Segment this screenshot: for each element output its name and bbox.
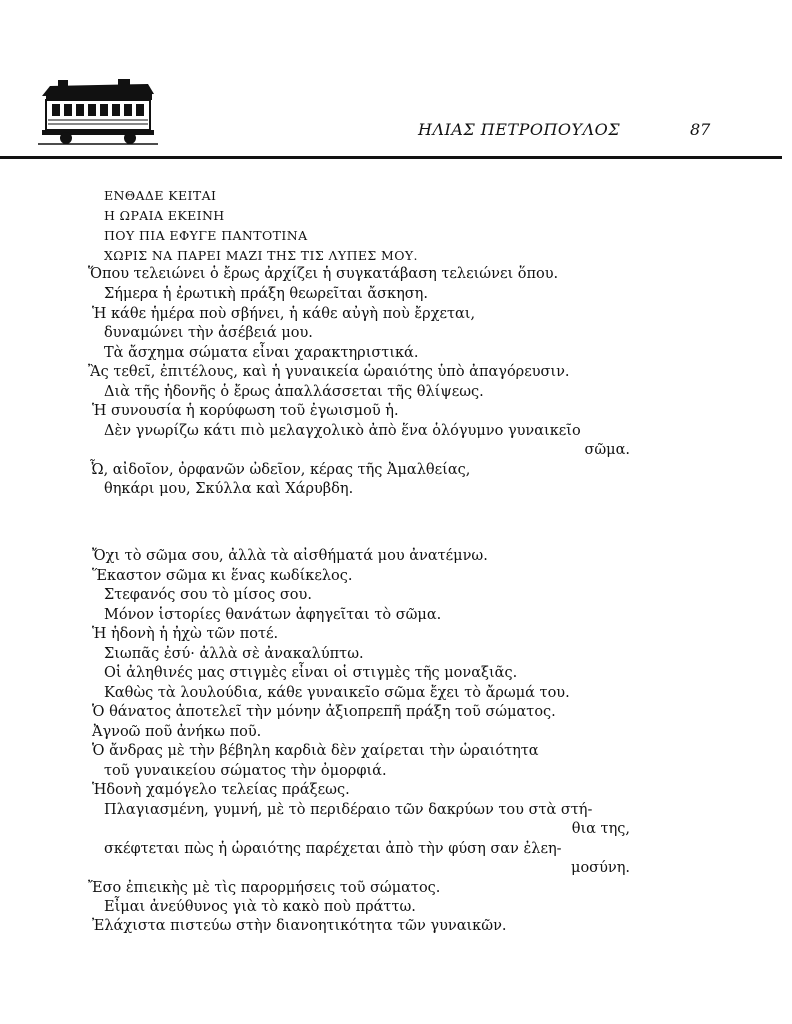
verse-line: Ἂς τεθεῖ, ἐπιτέλους, καὶ ἡ γυναικεία ὡραιότης ὑπὸ ἀπαγόρευσιν.: [88, 364, 570, 380]
verse-line: Ἡ συνουσία ἡ κορύφωση τοῦ ἐγωισμοῦ ἡ.: [92, 403, 399, 419]
epitaph-line: Η ΩΡΑΙΑ ΕΚΕΙΝΗ: [104, 208, 225, 223]
verse-line: Διὰ τῆς ἡδονῆς ὁ ἔρως ἀπαλλάσσεται τῆς θλίψεως.: [104, 384, 484, 400]
verse-line: Δὲν γνωρίζω κάτι πιὸ μελαγχολικὸ ἀπὸ ἕνα ὁλόγυμνο γυναικεῖο: [104, 423, 581, 439]
epitaph-line: ΠΟΥ ΠΙΑ ΕΦΥΓΕ ΠΑΝΤΟΤΙΝΑ: [104, 228, 308, 243]
verse-line: Μόνον ἱστορίες θανάτων ἀφηγεῖται τὸ σῶμα.: [104, 607, 442, 623]
epitaph-line: ΕΝΘΑΔΕ ΚΕΙΤΑΙ: [104, 188, 217, 203]
verse-line: Καθὼς τὰ λουλούδια, κάθε γυναικεῖο σῶμα ἔχει τὸ ἄρωμά του.: [104, 685, 570, 701]
epitaph-line: ΧΩΡΙΣ ΝΑ ΠΑΡΕΙ ΜΑΖΙ ΤΗΣ ΤΙΣ ΛΥΠΕΣ ΜΟΥ.: [104, 248, 418, 263]
verse-line-continuation: μοσύνη.: [571, 860, 630, 876]
verse-line: Τὰ ἄσχημα σώματα εἶναι χαρακτηριστικά.: [104, 345, 419, 361]
verse-line: Ὁ ἄνδρας μὲ τὴν βέβηλη καρδιὰ δὲν χαίρεται τὴν ὡραιότητα: [92, 743, 539, 759]
verse-line: Οἱ ἀληθινές μας στιγμὲς εἶναι οἱ στιγμὲς τῆς μοναξιᾶς.: [104, 665, 518, 681]
verse-line: Ἡδονὴ χαμόγελο τελείας πράξεως.: [92, 782, 350, 798]
verse-line: Ἕκαστον σῶμα κι ἕνας κωδίκελος.: [92, 568, 353, 584]
verse-line-continuation: σῶμα.: [584, 442, 630, 458]
verse-line: Ὦ, αἰδοῖον, ὀρφανῶν ὠδεῖον, κέρας τῆς Ἀμαλθείας,: [90, 462, 471, 478]
verse-line: Ἀγνοῶ ποῦ ἀνήκω ποῦ.: [92, 724, 262, 740]
running-head: ΗΛΙΑΣ ΠΕΤΡΟΠΟΥΛΟΣ: [418, 120, 621, 139]
verse-line: Ἔσο ἐπιεικὴς μὲ τὶς παρορμήσεις τοῦ σώματος.: [88, 880, 441, 896]
verse-line-continuation: θια της,: [571, 821, 630, 837]
verse-line: Εἶμαι ἀνεύθυνος γιὰ τὸ κακὸ ποὺ πράττω.: [104, 899, 416, 915]
verse-line: δυναμώνει τὴν ἀσέβειά μου.: [104, 325, 313, 341]
verse-line: Ἐλάχιστα πιστεύω στὴν διανοητικότητα τῶν γυναικῶν.: [92, 918, 507, 934]
verse-line: θηκάρι μου, Σκύλλα καὶ Χάρυβδη.: [104, 481, 354, 497]
verse-line: τοῦ γυναικείου σώματος τὴν ὀμορφιά.: [104, 763, 387, 779]
verse-line: Ἡ ἡδονὴ ἡ ἠχὼ τῶν ποτέ.: [92, 626, 279, 642]
verse-line: Σιωπᾶς ἐσύ· ἀλλὰ σὲ ἀνακαλύπτω.: [104, 646, 364, 662]
verse-line: Ἡ κάθε ἡμέρα ποὺ σβήνει, ἡ κάθε αὐγὴ ποὺ ἔρχεται,: [92, 306, 476, 322]
tram-icon: [38, 74, 158, 146]
verse-line: Στεφανός σου τὸ μίσος σου.: [104, 587, 312, 603]
verse-line: Πλαγιασμένη, γυμνή, μὲ τὸ περιδέραιο τῶν δακρύων του στὰ στή-: [104, 802, 593, 818]
verse-line: σκέφτεται πὼς ἡ ὡραιότης παρέχεται ἀπὸ τὴν φύση σαν ἐλεη-: [104, 841, 562, 857]
verse-line: Ὁ θάνατος ἀποτελεῖ τὴν μόνην ἀξιοπρεπῆ πράξη τοῦ σώματος.: [92, 704, 556, 720]
verse-line: Ὅπου τελειώνει ὁ ἔρως ἀρχίζει ἡ συγκατάβαση τελειώνει ὅπου.: [88, 266, 559, 282]
header-rule: [0, 156, 782, 159]
page-number: 87: [690, 120, 711, 139]
verse-line: Ὄχι τὸ σῶμα σου, ἀλλὰ τὰ αἰσθήματά μου ἀνατέμνω.: [92, 548, 488, 564]
verse-line: Σήμερα ἡ ἐρωτικὴ πράξη θεωρεῖται ἄσκηση.: [104, 286, 428, 302]
